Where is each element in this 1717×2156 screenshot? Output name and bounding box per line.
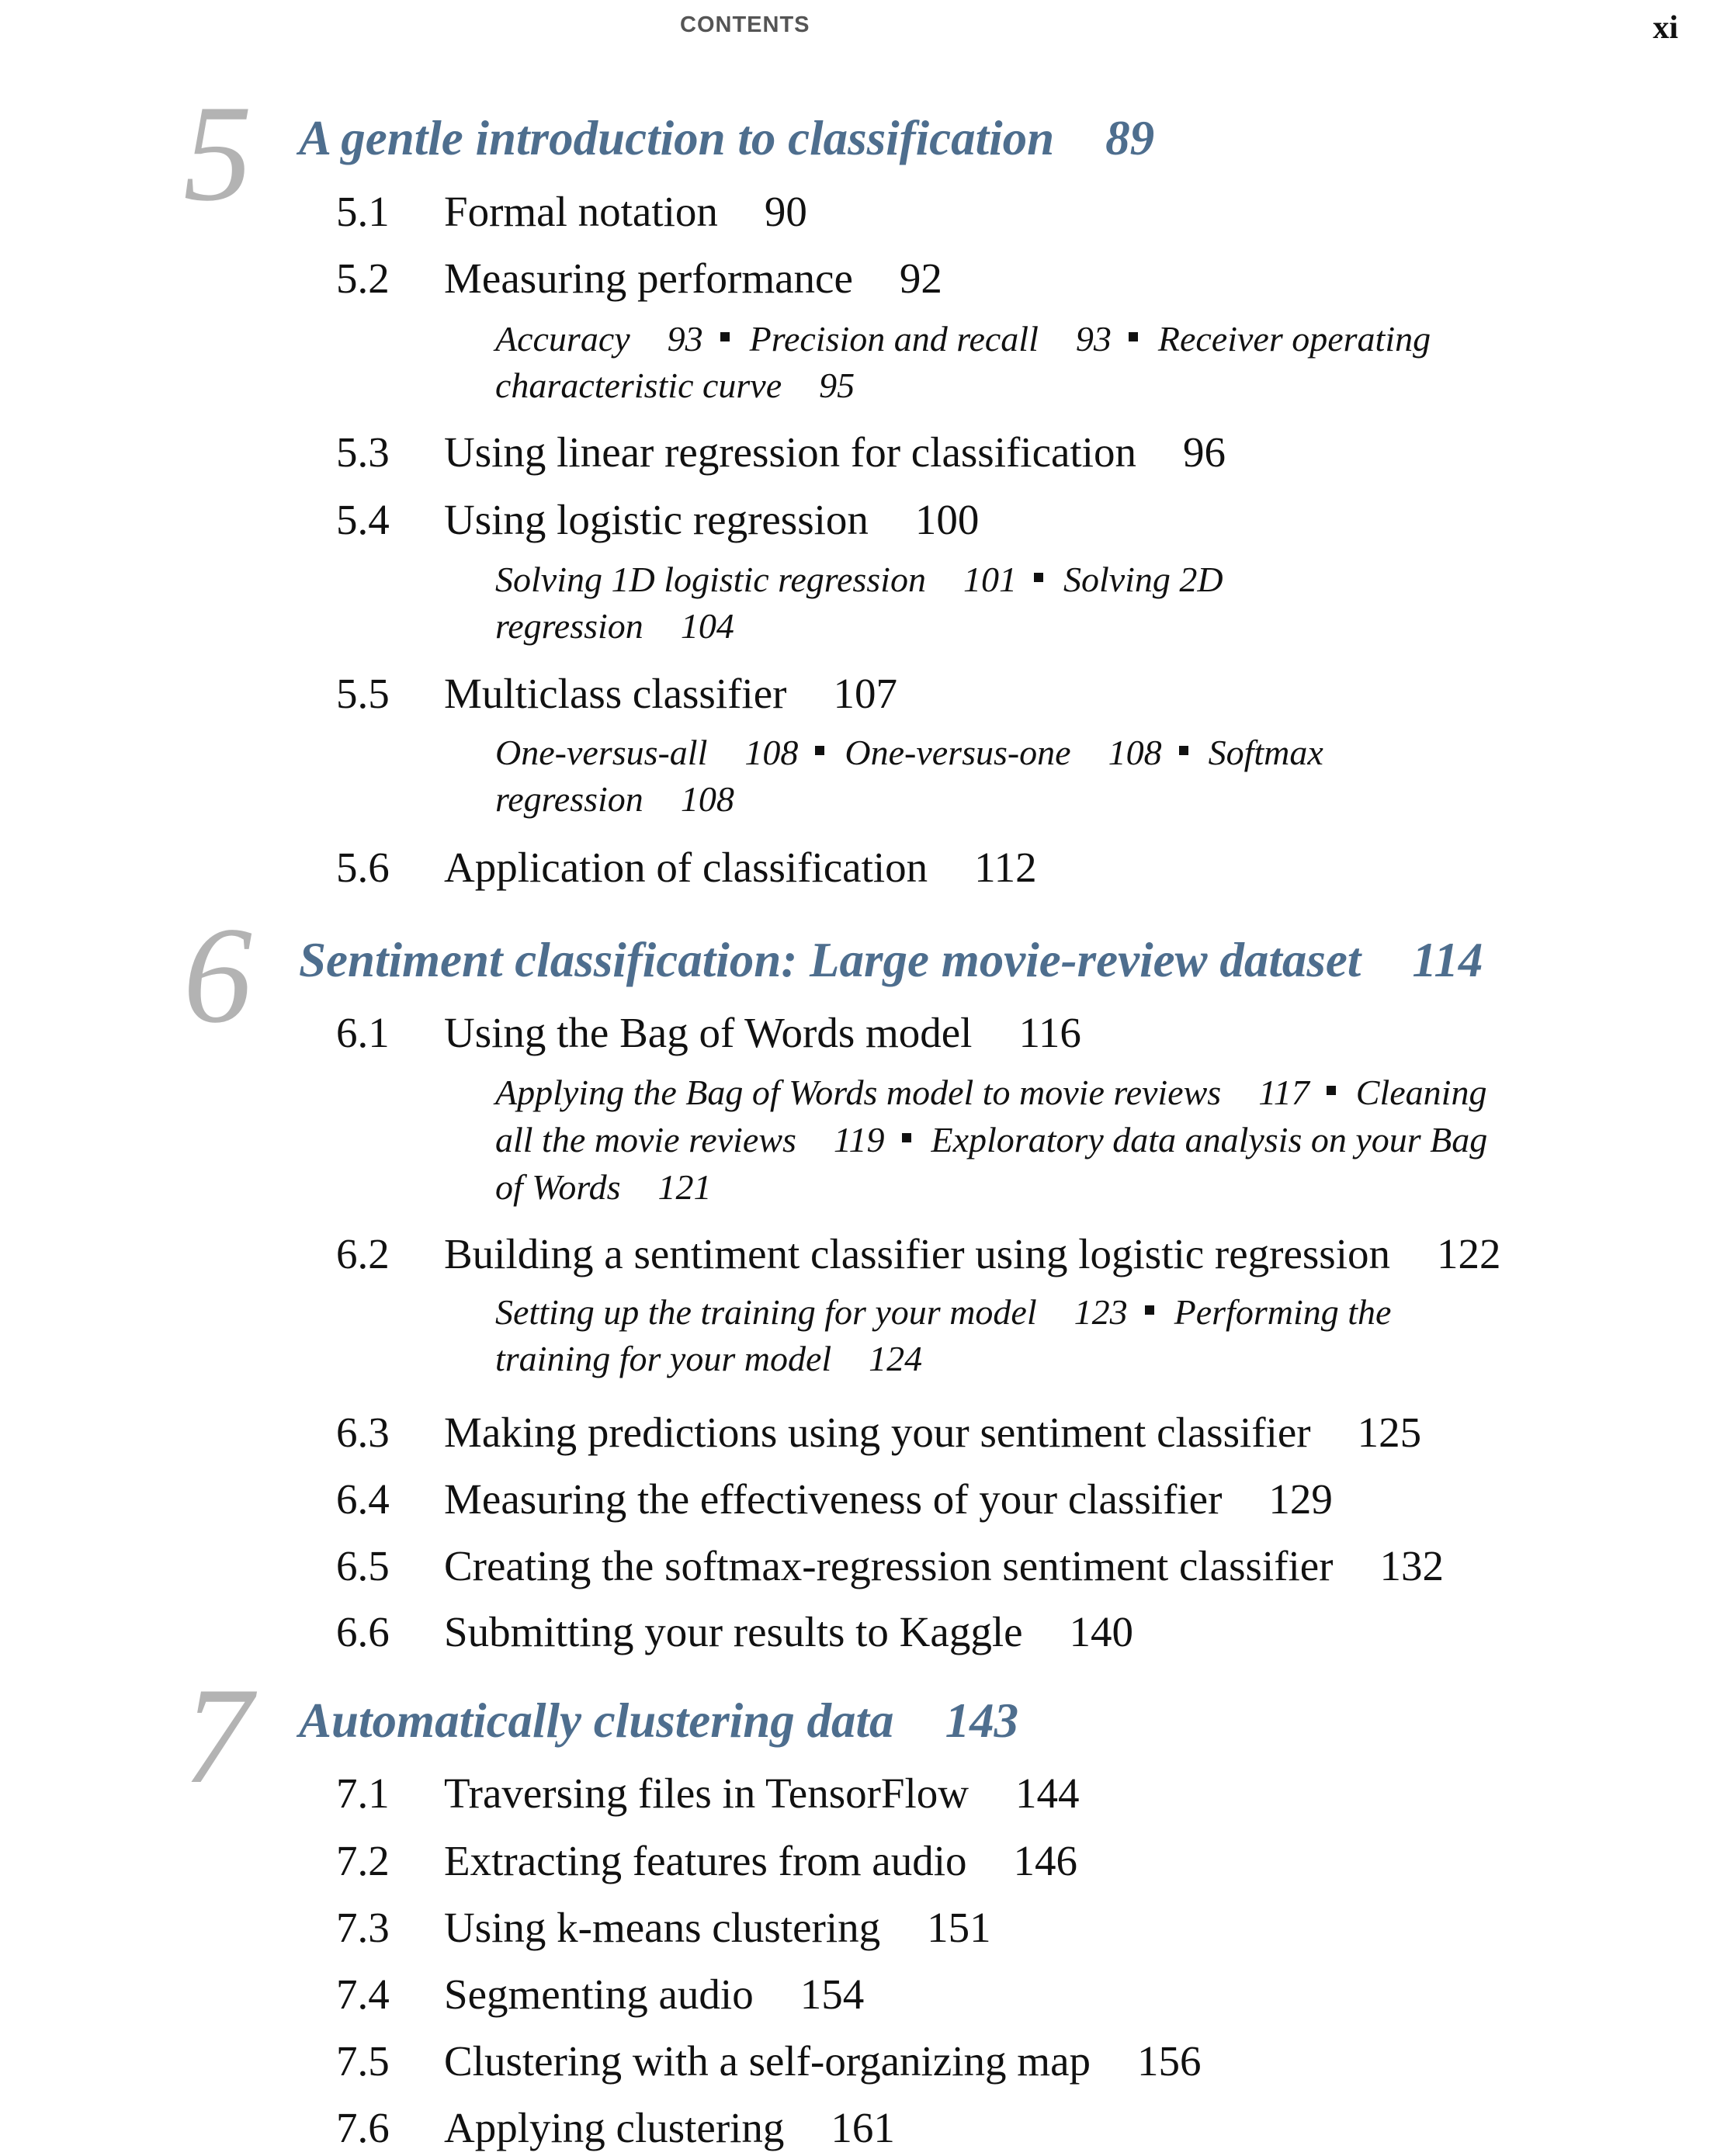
- section-number: 7.2: [336, 1837, 390, 1884]
- section-number: 6.1: [336, 1009, 390, 1056]
- subsection-title: One-versus-one: [845, 733, 1071, 772]
- subsection-line: [495, 775, 734, 823]
- subsection-line: [495, 1288, 1391, 1336]
- subsection-entry[interactable]: [1209, 733, 1323, 772]
- bullet-separator-icon: [902, 1133, 911, 1142]
- chapter-page-number: 114: [1412, 933, 1483, 987]
- subsection-page-number: 108: [680, 779, 734, 819]
- subsection-page-number: 121: [657, 1167, 712, 1207]
- subsection-title: Receiver operating: [1157, 319, 1431, 359]
- section-entry[interactable]: [0, 1226, 1717, 1282]
- subsection-entry[interactable]: [1356, 1073, 1487, 1112]
- subsection-page-number: 95: [819, 366, 855, 405]
- subsection-entry[interactable]: [495, 1073, 1309, 1112]
- chapter-heading[interactable]: [299, 99, 1154, 177]
- subsection-page-number: 117: [1258, 1073, 1309, 1112]
- section-page-number: 129: [1268, 1475, 1333, 1523]
- section-text: [444, 1226, 1500, 1282]
- subsection-title: of Words: [495, 1167, 621, 1207]
- subsection-line: [495, 1163, 711, 1211]
- section-text: [444, 1900, 991, 1956]
- section-page-number: 116: [1018, 1009, 1081, 1056]
- section-entry[interactable]: [0, 840, 1717, 896]
- section-entry[interactable]: [0, 1405, 1717, 1461]
- section-page-number: 144: [1015, 1770, 1080, 1817]
- section-page-number: 156: [1136, 2037, 1202, 2085]
- chapter-page-number: 89: [1105, 111, 1155, 165]
- subsection-title: Softmax: [1208, 733, 1323, 772]
- section-entry[interactable]: [0, 1604, 1717, 1660]
- section-page-number: 90: [764, 188, 807, 235]
- subsection-entry[interactable]: [495, 733, 798, 772]
- section-text: [444, 2100, 895, 2156]
- subsection-title: Performing the: [1174, 1292, 1392, 1332]
- subsection-title: characteristic curve: [495, 366, 782, 405]
- subsection-entry[interactable]: [495, 366, 855, 405]
- section-number: 5.1: [336, 188, 390, 235]
- section-text: [444, 1005, 1081, 1061]
- section-entry[interactable]: [0, 425, 1717, 480]
- subsection-title: Cleaning: [1355, 1073, 1487, 1112]
- section-number: 7.3: [336, 1904, 390, 1951]
- subsection-title: Solving 1D logistic regression: [495, 560, 926, 599]
- section-number: 6.6: [336, 1608, 390, 1655]
- subsection-page-number: 108: [744, 733, 799, 772]
- section-page-number: 96: [1182, 428, 1226, 476]
- subsection-title: Exploratory data analysis on your Bag: [931, 1120, 1488, 1159]
- section-title: Using k-means clustering: [444, 1904, 881, 1951]
- section-page-number: 122: [1436, 1230, 1501, 1277]
- section-title: Building a sentiment classifier using logistic regression: [444, 1230, 1390, 1277]
- section-number: 7.1: [336, 1770, 390, 1817]
- section-number: 6.4: [336, 1475, 390, 1523]
- section-page-number: 112: [974, 844, 1037, 891]
- section-text: [444, 1405, 1421, 1461]
- subsection-title: Precision and recall: [749, 319, 1039, 359]
- section-text: [444, 1766, 1080, 1822]
- subsection-entry[interactable]: [495, 319, 703, 359]
- section-title: Clustering with a self-organizing map: [444, 2037, 1091, 2085]
- subsection-title: regression: [495, 779, 643, 819]
- subsection-page-number: 101: [963, 560, 1017, 599]
- chapter-title: A gentle introduction to classification: [299, 111, 1055, 165]
- section-text: [444, 2033, 1201, 2089]
- section-number: 6.3: [336, 1409, 390, 1456]
- subsection-line: [495, 315, 1431, 362]
- section-title: Application of classification: [444, 844, 928, 891]
- section-title: Using logistic regression: [444, 496, 869, 543]
- subsection-line: [495, 729, 1323, 776]
- section-page-number: 132: [1379, 1542, 1444, 1589]
- bullet-separator-icon: [1129, 332, 1138, 341]
- section-title: Making predictions using your sentiment classifier: [444, 1409, 1311, 1456]
- section-text: [444, 1538, 1444, 1594]
- subsection-line: [495, 1116, 1487, 1163]
- section-title: Using linear regression for classification: [444, 428, 1136, 476]
- section-page-number: 161: [831, 2104, 895, 2151]
- section-number: 6.2: [336, 1230, 390, 1277]
- bullet-separator-icon: [815, 746, 824, 755]
- subsection-title: regression: [495, 606, 643, 646]
- section-entry[interactable]: [0, 1005, 1717, 1061]
- subsection-page-number: 123: [1074, 1292, 1128, 1332]
- section-page-number: 146: [1013, 1837, 1077, 1884]
- chapter-heading[interactable]: [299, 1682, 1018, 1759]
- subsection-title: training for your model: [495, 1339, 832, 1378]
- chapter-title: Sentiment classification: Large movie-review dataset: [299, 933, 1361, 987]
- section-number: 7.4: [336, 1971, 390, 2018]
- running-head: [0, 0, 1717, 62]
- bullet-separator-icon: [1327, 1086, 1336, 1095]
- section-entry[interactable]: [0, 1766, 1717, 1822]
- section-text: [444, 425, 1226, 480]
- subsection-entry[interactable]: [750, 319, 1112, 359]
- subsection-title: Applying the Bag of Words model to movie reviews: [495, 1073, 1222, 1112]
- subsection-entry[interactable]: [931, 1120, 1488, 1159]
- subsection-page-number: 93: [1075, 319, 1112, 359]
- subsection-line: [495, 602, 734, 650]
- section-entry[interactable]: [0, 1900, 1717, 1956]
- subsection-entry[interactable]: [495, 606, 734, 646]
- section-title: Measuring the effectiveness of your classifier: [444, 1475, 1223, 1523]
- section-page-number: 107: [833, 670, 897, 717]
- bullet-separator-icon: [1145, 1305, 1154, 1315]
- section-page-number: 125: [1357, 1409, 1422, 1456]
- subsection-entry[interactable]: [1063, 560, 1223, 599]
- subsection-line: [495, 362, 855, 409]
- section-text: [444, 840, 1037, 896]
- subsection-title: Accuracy: [495, 319, 630, 359]
- section-title: Creating the softmax-regression sentiment classifier: [444, 1542, 1334, 1589]
- subsection-entry[interactable]: [495, 1339, 922, 1378]
- section-entry[interactable]: [0, 251, 1717, 307]
- subsection-entry[interactable]: [1174, 1292, 1392, 1332]
- bullet-separator-icon: [1034, 573, 1043, 582]
- bullet-separator-icon: [1179, 746, 1188, 755]
- subsection-entry[interactable]: [495, 1292, 1128, 1332]
- chapter-number: 7: [183, 1659, 252, 1812]
- subsection-page-number: 119: [833, 1120, 885, 1159]
- section-page-number: 100: [914, 496, 980, 543]
- section-title: Measuring performance: [444, 255, 853, 302]
- section-number: 7.6: [336, 2104, 390, 2151]
- chapter-page-number: 143: [945, 1693, 1019, 1748]
- section-entry[interactable]: [0, 1538, 1717, 1594]
- section-entry[interactable]: [0, 1967, 1717, 2023]
- subsection-page-number: 124: [869, 1339, 923, 1378]
- section-number: 5.6: [336, 844, 390, 891]
- section-entry[interactable]: [0, 1833, 1717, 1889]
- section-text: [444, 1604, 1133, 1660]
- page-number: xi: [1653, 10, 1678, 46]
- section-text: [444, 1967, 864, 2023]
- section-title: Formal notation: [444, 188, 718, 235]
- section-number: 5.4: [336, 496, 390, 543]
- subsection-entry[interactable]: [495, 1120, 885, 1159]
- section-title: Using the Bag of Words model: [444, 1009, 973, 1056]
- section-entry[interactable]: [0, 2033, 1717, 2089]
- section-title: Applying clustering: [444, 2104, 785, 2151]
- subsection-title: Solving 2D: [1063, 560, 1223, 599]
- subsection-entry[interactable]: [495, 1167, 711, 1207]
- section-text: [444, 666, 897, 722]
- running-head-title: CONTENTS: [680, 12, 810, 37]
- subsection-page-number: 104: [680, 606, 734, 646]
- section-entry[interactable]: [0, 2100, 1717, 2156]
- subsection-page-number: 108: [1108, 733, 1162, 772]
- subsection-line: [495, 1069, 1486, 1116]
- subsection-title: all the movie reviews: [495, 1120, 796, 1159]
- subsection-title: Setting up the training for your model: [495, 1292, 1037, 1332]
- subsection-entry[interactable]: [845, 733, 1161, 772]
- section-title: Multiclass classifier: [444, 670, 787, 717]
- section-text: [444, 492, 979, 548]
- subsection-page-number: 93: [667, 319, 703, 359]
- section-page-number: 151: [927, 1904, 991, 1951]
- subsection-entry[interactable]: [495, 779, 734, 819]
- section-number: 5.2: [336, 255, 390, 302]
- subsection-title: One-versus-all: [495, 733, 708, 772]
- chapter-heading[interactable]: [299, 921, 1483, 999]
- section-entry[interactable]: [0, 666, 1717, 722]
- section-number: 5.5: [336, 670, 390, 717]
- section-page-number: 140: [1069, 1608, 1134, 1655]
- section-text: [444, 184, 807, 240]
- subsection-line: [495, 1335, 922, 1382]
- chapter-number: 6: [183, 898, 252, 1052]
- section-title: Submitting your results to Kaggle: [444, 1608, 1023, 1655]
- chapter-number: 5: [183, 76, 252, 230]
- subsection-entry[interactable]: [495, 560, 1017, 599]
- section-entry[interactable]: [0, 1471, 1717, 1527]
- section-number: 6.5: [336, 1542, 390, 1589]
- chapter-title: Automatically clustering data: [299, 1693, 894, 1748]
- section-page-number: 92: [899, 255, 942, 302]
- section-title: Traversing files in TensorFlow: [444, 1770, 969, 1817]
- bullet-separator-icon: [720, 332, 730, 341]
- section-text: [444, 251, 942, 307]
- section-text: [444, 1471, 1333, 1527]
- section-number: 7.5: [336, 2037, 390, 2085]
- section-entry[interactable]: [0, 184, 1717, 240]
- section-title: Extracting features from audio: [444, 1837, 967, 1884]
- subsection-entry[interactable]: [1158, 319, 1431, 359]
- section-text: [444, 1833, 1077, 1889]
- section-entry[interactable]: [0, 492, 1717, 548]
- section-title: Segmenting audio: [444, 1971, 754, 2018]
- section-page-number: 154: [800, 1971, 865, 2018]
- subsection-line: [495, 556, 1223, 603]
- section-number: 5.3: [336, 428, 390, 476]
